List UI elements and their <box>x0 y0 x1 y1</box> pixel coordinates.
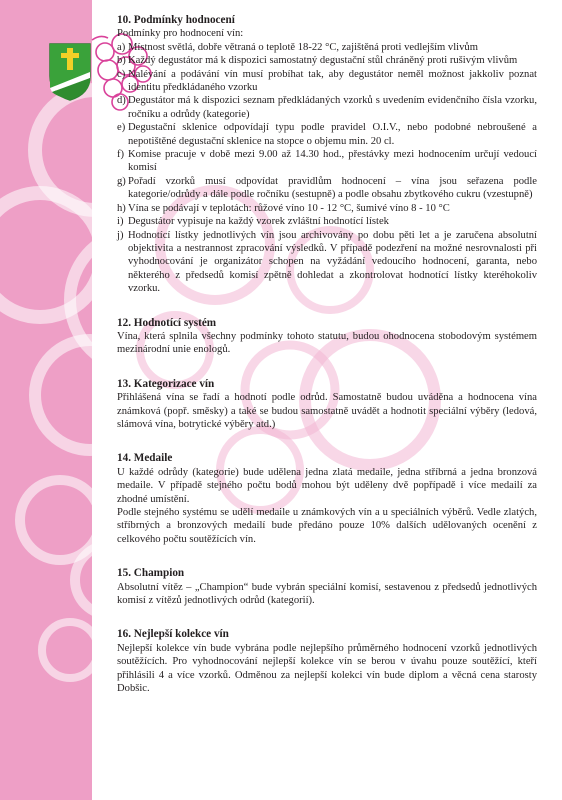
list-item <box>117 94 537 121</box>
list-marker: f) <box>117 149 125 161</box>
section-14-text-2: Podle stejného systému se udělí medaile u známkových vín a u speciálních výběrů. Vedle zlatých, stříbrných a bronzových medailí bude předáno pouze 10% dalších udělovaných ocenění z celkového počtu soutěžících vín. <box>117 507 537 545</box>
list-text: Místnost světlá, dobře větraná o teplotě 18-22 °C, zajištěná proti vedlejším vlivům <box>128 41 478 53</box>
section-15-heading: 15. Champion <box>117 567 185 580</box>
list-text: Každý degustátor má k dispozici samostatný degustační stůl chráněný proti rušivým vlivům <box>128 55 518 67</box>
list-marker: i) <box>117 216 124 228</box>
list-text: Komise pracuje v době mezi 9.00 až 14.30 hod., přestávky mezi hodnocením určují vedoucí komisí <box>128 149 537 174</box>
list-item <box>117 229 537 296</box>
section-16-heading: 16. Nejlepší kolekce vín <box>117 628 229 641</box>
list-item <box>117 41 537 54</box>
list-text: Degustátor vypisuje na každý vzorek zvláštní hodnotící lístek <box>128 216 389 228</box>
list-text: Vína se podávají v teplotách: růžové víno 10 - 12 °C, šumivé víno 8 - 10 °C <box>128 202 450 214</box>
section-15-text: Absolutní vítěz – „Champion“ bude vybrán speciální komisí, sestavenou z předsedů jednotlivých komisí z vítězů jednotlivých odrůd (kategorií). <box>117 581 537 607</box>
list-marker: e) <box>117 122 126 134</box>
list-text: Degustátor má k dispozici seznam předkládaných vzorků s uvedením evidenčního čísla vzorku, ročníku a odrůdy (kategorie) <box>128 95 537 120</box>
list-item <box>117 148 537 175</box>
section-10-heading: 10. Podmínky hodnocení <box>117 14 235 26</box>
section-10-intro: Podmínky pro hodnocení vín: <box>117 28 244 40</box>
list-text: Pořadí vzorků musí odpovídat pravidlům hodnocení – vína jsou seřazena podle kategorie/odrůdy a dále podle ročníku (sestupně) a podle obsahu zbytkového cukru (vzestupně) <box>128 175 537 201</box>
section-16-text: Nejlepší kolekce vín bude vybrána podle nejlepšího průměrného hodnocení vzorků jednotlivých soutěžících. Pro vyhodnocování nejlepší kolekce vín se berou v úvahu pouze soutěžící, kteří přihlásili 4 a více vzorků. Odměnou za nejlepší kolekci vín bude diplom a věcná cena starosty Dobšic. <box>117 642 537 695</box>
list-text: Hodnotící lístky jednotlivých vín jsou archivovány po dobu pěti let a je zaručena absolutní objektivita a nestrannost zpracování výsledků. V případě podezření na možné nesrovnalosti při vyhodnocování je organizátor schopen na vyžádání vedoucího hodnocení, garanta, nebo některého z předsedů komisí zpětně dohledat a zkontrolovat hodnotící lístky kteréhokoliv vzorku. <box>128 229 537 295</box>
list-marker: j) <box>117 229 124 241</box>
list-marker: b) <box>117 55 126 67</box>
section-10-list <box>117 41 537 296</box>
section-14-text-1: U každé odrůdy (kategorie) bude udělena jedna zlatá medaile, jedna stříbrná a jedna bronzová medaile. V případě stejného počtu bodů mohou být uděleny dvě popřípadě i více medailí za zhodné umístění. <box>117 466 537 505</box>
list-item <box>117 121 537 148</box>
list-item <box>117 215 537 228</box>
list-text: Nalévání a podávání vín musí probíhat tak, aby degustátor neměl možnost jakkoliv poznat identitu předkládaného vzorku <box>128 68 537 94</box>
list-marker: d) <box>117 95 126 107</box>
section-12-text: Vína, která splnila všechny podmínky tohoto statutu, budou ohodnocena stobodovým systémem mezinárodní unie enologů. <box>117 330 537 356</box>
list-item <box>117 202 537 215</box>
list-item <box>117 175 537 202</box>
list-marker: c) <box>117 68 126 80</box>
section-12-heading: 12. Hodnotící systém <box>117 316 217 329</box>
municipality-crest <box>48 42 92 102</box>
list-text: Degustační sklenice odpovídají typu podle pravidel O.I.V., nebo podobné nebroušené a nepotištěné degustační sklenice na stopce o objemu min. 20 cl. <box>128 122 537 147</box>
list-marker: h) <box>117 202 126 214</box>
list-marker: a) <box>117 41 126 53</box>
section-13-text: Přihlášená vína se řadí a hodnotí podle odrůd. Samostatně budou uváděna a hodnocena vína známková (popř. směsky) a také se budou samostatně uvádět a hodnotit speciální výběry (ledová, slámová vína, botrytické výběry atd.) <box>117 392 537 430</box>
list-item <box>117 54 537 67</box>
section-13-heading: 13. Kategorizace vín <box>117 377 215 390</box>
document-content <box>117 14 537 695</box>
section-14-heading: 14. Medaile <box>117 452 173 465</box>
list-item <box>117 68 537 95</box>
list-marker: g) <box>117 175 126 187</box>
